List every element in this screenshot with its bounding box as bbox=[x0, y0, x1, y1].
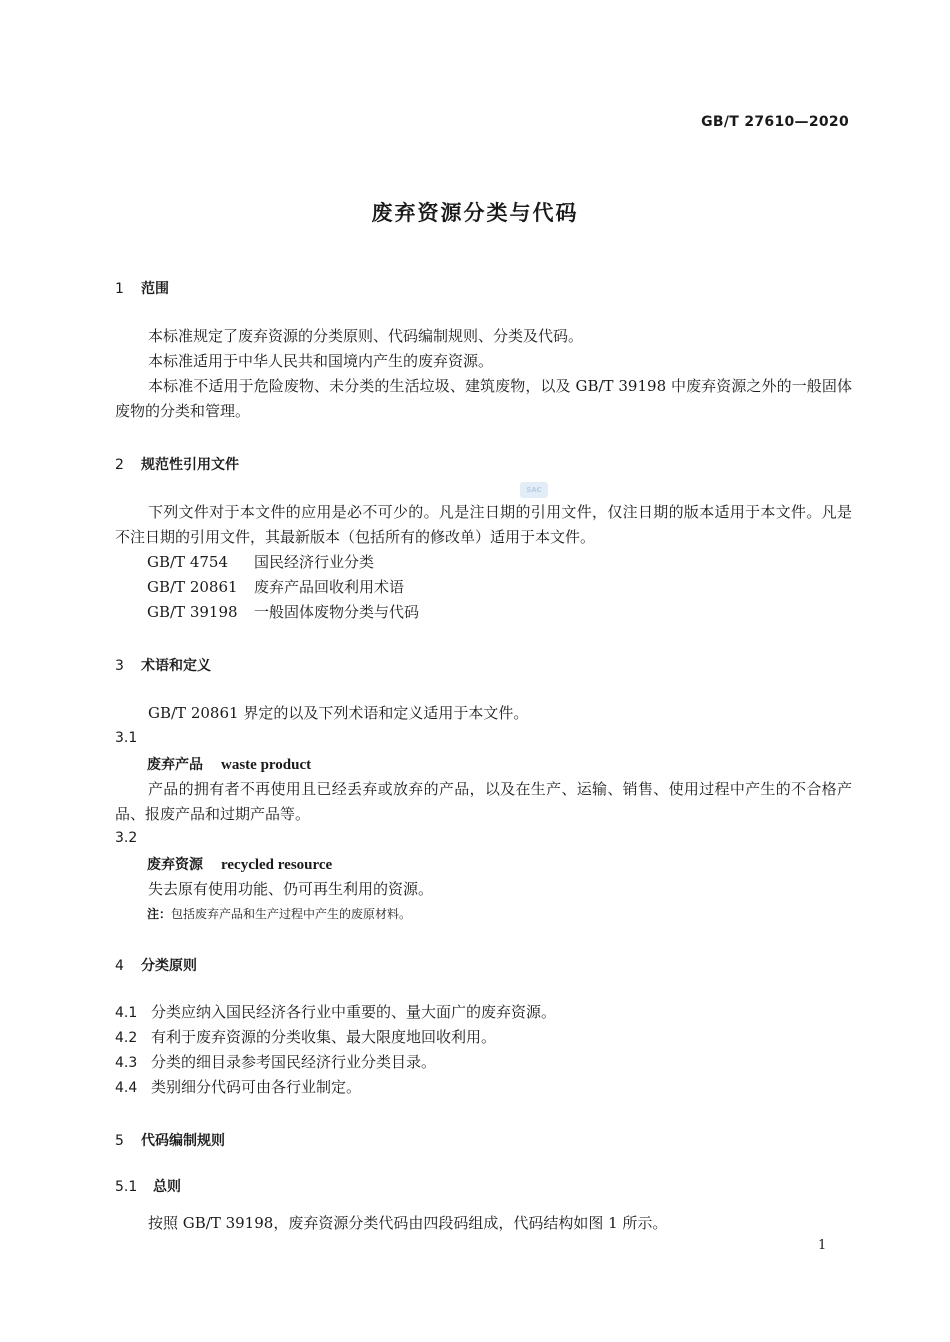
term-number: 3.1 bbox=[115, 730, 138, 746]
section-number: 1 bbox=[115, 281, 124, 297]
section-number: 4 bbox=[115, 958, 124, 974]
term-chinese: 废弃资源 bbox=[147, 857, 203, 873]
section-title: 术语和定义 bbox=[141, 658, 211, 674]
principle-item bbox=[115, 1050, 436, 1076]
paragraph: 本标准适用于中华人民共和国境内产生的废弃资源。 bbox=[148, 352, 494, 370]
paragraph: 下列文件对于本文件的应用是必不可少的。凡是注日期的引用文件，仅注日期的版本适用于本文件。凡是不注日期的引用文件，其最新版本（包括所有的修改单）适用于本文件。 bbox=[115, 503, 852, 546]
reference-name: 国民经济行业分类 bbox=[254, 553, 375, 571]
page-number: 1 bbox=[818, 1238, 827, 1253]
item-text: 类别细分代码可由各行业制定。 bbox=[151, 1078, 362, 1096]
section-number: 3 bbox=[115, 658, 124, 674]
reference-code: GB/T 4754 bbox=[147, 553, 229, 571]
item-text: 分类的细目录参考国民经济行业分类目录。 bbox=[151, 1053, 437, 1071]
reference-name: 一般固体废物分类与代码 bbox=[254, 603, 420, 621]
section-4-heading bbox=[115, 955, 197, 975]
normative-reference bbox=[147, 575, 404, 600]
item-number: 4.1 bbox=[115, 1005, 138, 1021]
reference-name: 废弃产品回收利用术语 bbox=[254, 578, 405, 596]
item-number: 4.2 bbox=[115, 1030, 138, 1046]
normative-reference bbox=[147, 600, 419, 625]
subsection-title: 总则 bbox=[153, 1179, 181, 1195]
term-chinese: 废弃产品 bbox=[147, 757, 203, 773]
normative-reference bbox=[147, 550, 374, 575]
paragraph: 本标准不适用于危险废物、未分类的生活垃圾、建筑废物，以及 GB/T 39198 中废弃资源之外的一般固体废物的分类和管理。 bbox=[115, 377, 852, 420]
principle-item bbox=[115, 1000, 556, 1026]
section-2-heading bbox=[115, 454, 239, 474]
section-number: 2 bbox=[115, 457, 124, 473]
note-text: 包括废弃产品和生产过程中产生的废原材料。 bbox=[171, 907, 412, 921]
item-number: 4.4 bbox=[115, 1080, 138, 1096]
term-english: recycled resource bbox=[221, 857, 333, 873]
term-number: 3.2 bbox=[115, 830, 138, 846]
term-heading bbox=[147, 754, 311, 774]
section-title: 范围 bbox=[141, 281, 169, 297]
reference-code: GB/T 39198 bbox=[147, 603, 238, 621]
item-text: 分类应纳入国民经济各行业中重要的、量大面广的废弃资源。 bbox=[151, 1003, 557, 1021]
section-title: 分类原则 bbox=[141, 958, 197, 974]
item-text: 有利于废弃资源的分类收集、最大限度地回收利用。 bbox=[151, 1028, 497, 1046]
paragraph: 按照 GB/T 39198，废弃资源分类代码由四段码组成，代码结构如图 1 所示。 bbox=[148, 1214, 668, 1232]
term-heading bbox=[147, 854, 332, 874]
reference-code: GB/T 20861 bbox=[147, 578, 238, 596]
sac-watermark: SAC bbox=[520, 482, 548, 498]
document-title: 废弃资源分类与代码 bbox=[371, 201, 579, 225]
section-title: 规范性引用文件 bbox=[141, 457, 239, 473]
term-definition: 产品的拥有者不再使用且已经丢弃或放弃的产品，以及在生产、运输、销售、使用过程中产生的不合格产品、报废产品和过期产品等。 bbox=[115, 780, 852, 823]
principle-item bbox=[115, 1025, 496, 1051]
section-3-heading bbox=[115, 655, 211, 675]
subsection-5-1-heading bbox=[115, 1176, 181, 1196]
section-number: 5 bbox=[115, 1133, 124, 1149]
standard-number: GB/T 27610—2020 bbox=[701, 114, 849, 130]
paragraph: 本标准规定了废弃资源的分类原则、代码编制规则、分类及代码。 bbox=[148, 327, 584, 345]
term-note bbox=[147, 905, 411, 922]
section-1-heading bbox=[115, 278, 169, 298]
subsection-number: 5.1 bbox=[115, 1179, 138, 1195]
section-title: 代码编制规则 bbox=[141, 1133, 225, 1149]
principle-item bbox=[115, 1075, 361, 1101]
term-english: waste product bbox=[221, 757, 312, 773]
item-number: 4.3 bbox=[115, 1055, 138, 1071]
note-label: 注： bbox=[147, 907, 172, 921]
paragraph: GB/T 20861 界定的以及下列术语和定义适用于本文件。 bbox=[148, 704, 529, 722]
term-definition: 失去原有使用功能、仍可再生利用的资源。 bbox=[148, 880, 434, 898]
section-5-heading bbox=[115, 1130, 225, 1150]
